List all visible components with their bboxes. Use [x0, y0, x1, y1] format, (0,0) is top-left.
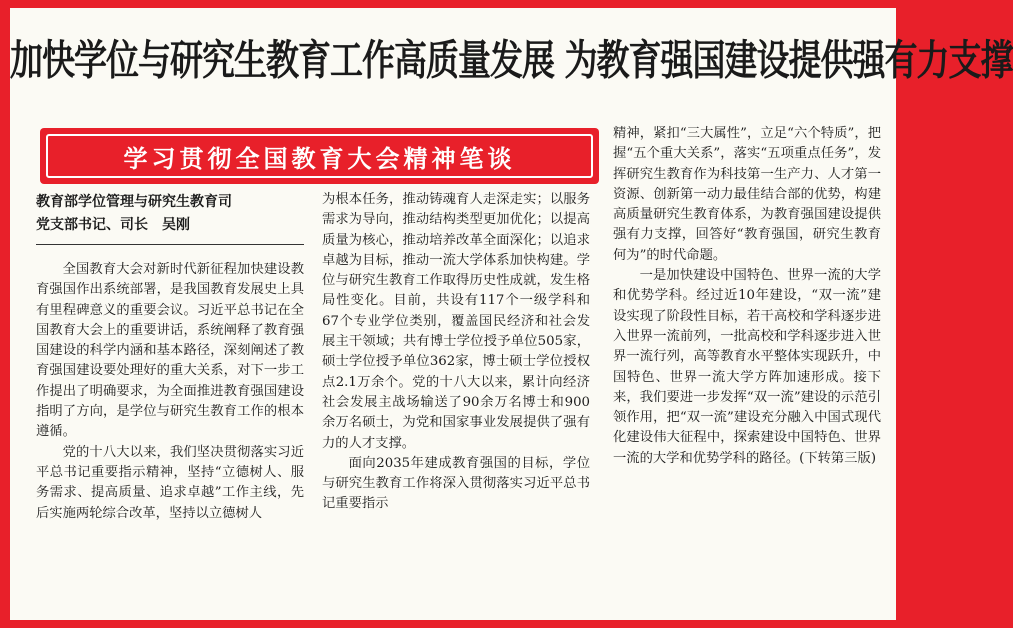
paragraph: 精神，紧扣“三大属性”，立足“六个特质”，把握“五个重大关系”，落实“五项重点任务”，发挥研究生教育作为科技第一生产力、人才第一资源、创新第一动力最佳结合部的优势，构建高质量研究生教育体系，为教育强国建设提供强有力支撑，回答好“教育强国，研究生教育何为”的时代命题。: [613, 126, 881, 263]
article-column-3: [613, 124, 881, 469]
article-column-1: [36, 260, 304, 524]
paragraph: 党的十八大以来，我们坚决贯彻落实习近平总书记重要指示精神，坚持“立德树人、服务需求、提高质量、追求卓越”工作主线，先后实施两轮综合改革，坚持以立德树人: [36, 444, 304, 521]
banner-frame: [46, 134, 593, 178]
byline-title-name: 党支部书记、司长 吴刚: [36, 217, 190, 233]
byline-divider: [36, 244, 304, 245]
paragraph: 全国教育大会对新时代新征程加快建设教育强国作出系统部署，是我国教育发展史上具有里程碑意义的重要会议。习近平总书记在全国教育大会上的重要讲话，系统阐释了教育强国建设的科学内涵和基本路径，深刻阐述了教育强国建设要处理好的重大关系，对下一步工作提出了明确要求，为全面推进教育强国建设指明了方向，是学位与研究生教育工作的根本遵循。: [36, 262, 304, 440]
article-column-2: [322, 190, 590, 515]
paragraph: 为根本任务，推动铸魂育人走深走实；以服务需求为导向，推动结构类型更加优化；以提高质量为核心，推动培养改革全面深化；以追求卓越为目标，推动一流大学体系加快构建。学位与研究生教育工作取得历史性成就，发生格局性变化。目前，共设有117个一级学科和67个专业学位类别，覆盖国民经济和社会发展主干领域；共有博士学位授予单位505家，硕士学位授予单位362家，博士硕士学位授权点2.1万余个。党的十八大以来，累计向经济社会发展主战场输送了90余万名博士和900余万名硕士，为党和国家事业发展提供了强有力的人才支撑。: [322, 192, 590, 451]
author-byline: [36, 191, 304, 237]
banner-title: 学习贯彻全国教育大会精神笔谈: [123, 144, 516, 173]
paragraph: 面向2035年建成教育强国的目标，学位与研究生教育工作将深入贯彻落实习近平总书记重要指示: [322, 455, 590, 512]
headline: 加快学位与研究生教育工作高质量发展 为教育强国建设提供强有力支撑: [10, 35, 1013, 85]
newspaper-page: [10, 8, 1013, 620]
section-banner: [40, 128, 599, 184]
byline-affiliation: 教育部学位管理与研究生教育司: [36, 194, 232, 210]
paragraph: 一是加快建设中国特色、世界一流的大学和优势学科。经过近10年建设，“双一流”建设实现了阶段性目标，若干高校和学科逐步进入世界一流前列，一批高校和学科逐步进入世界一流行列，高等教育水平整体实现跃升，中国特色、世界一流大学方阵加速形成。接下来，我们要进一步发挥“双一流”建设的示范引领作用，把“双一流”建设充分融入中国式现代化建设伟大征程中，探索建设中国特色、世界一流的大学和优势学科的路径。(下转第三版): [613, 268, 881, 466]
